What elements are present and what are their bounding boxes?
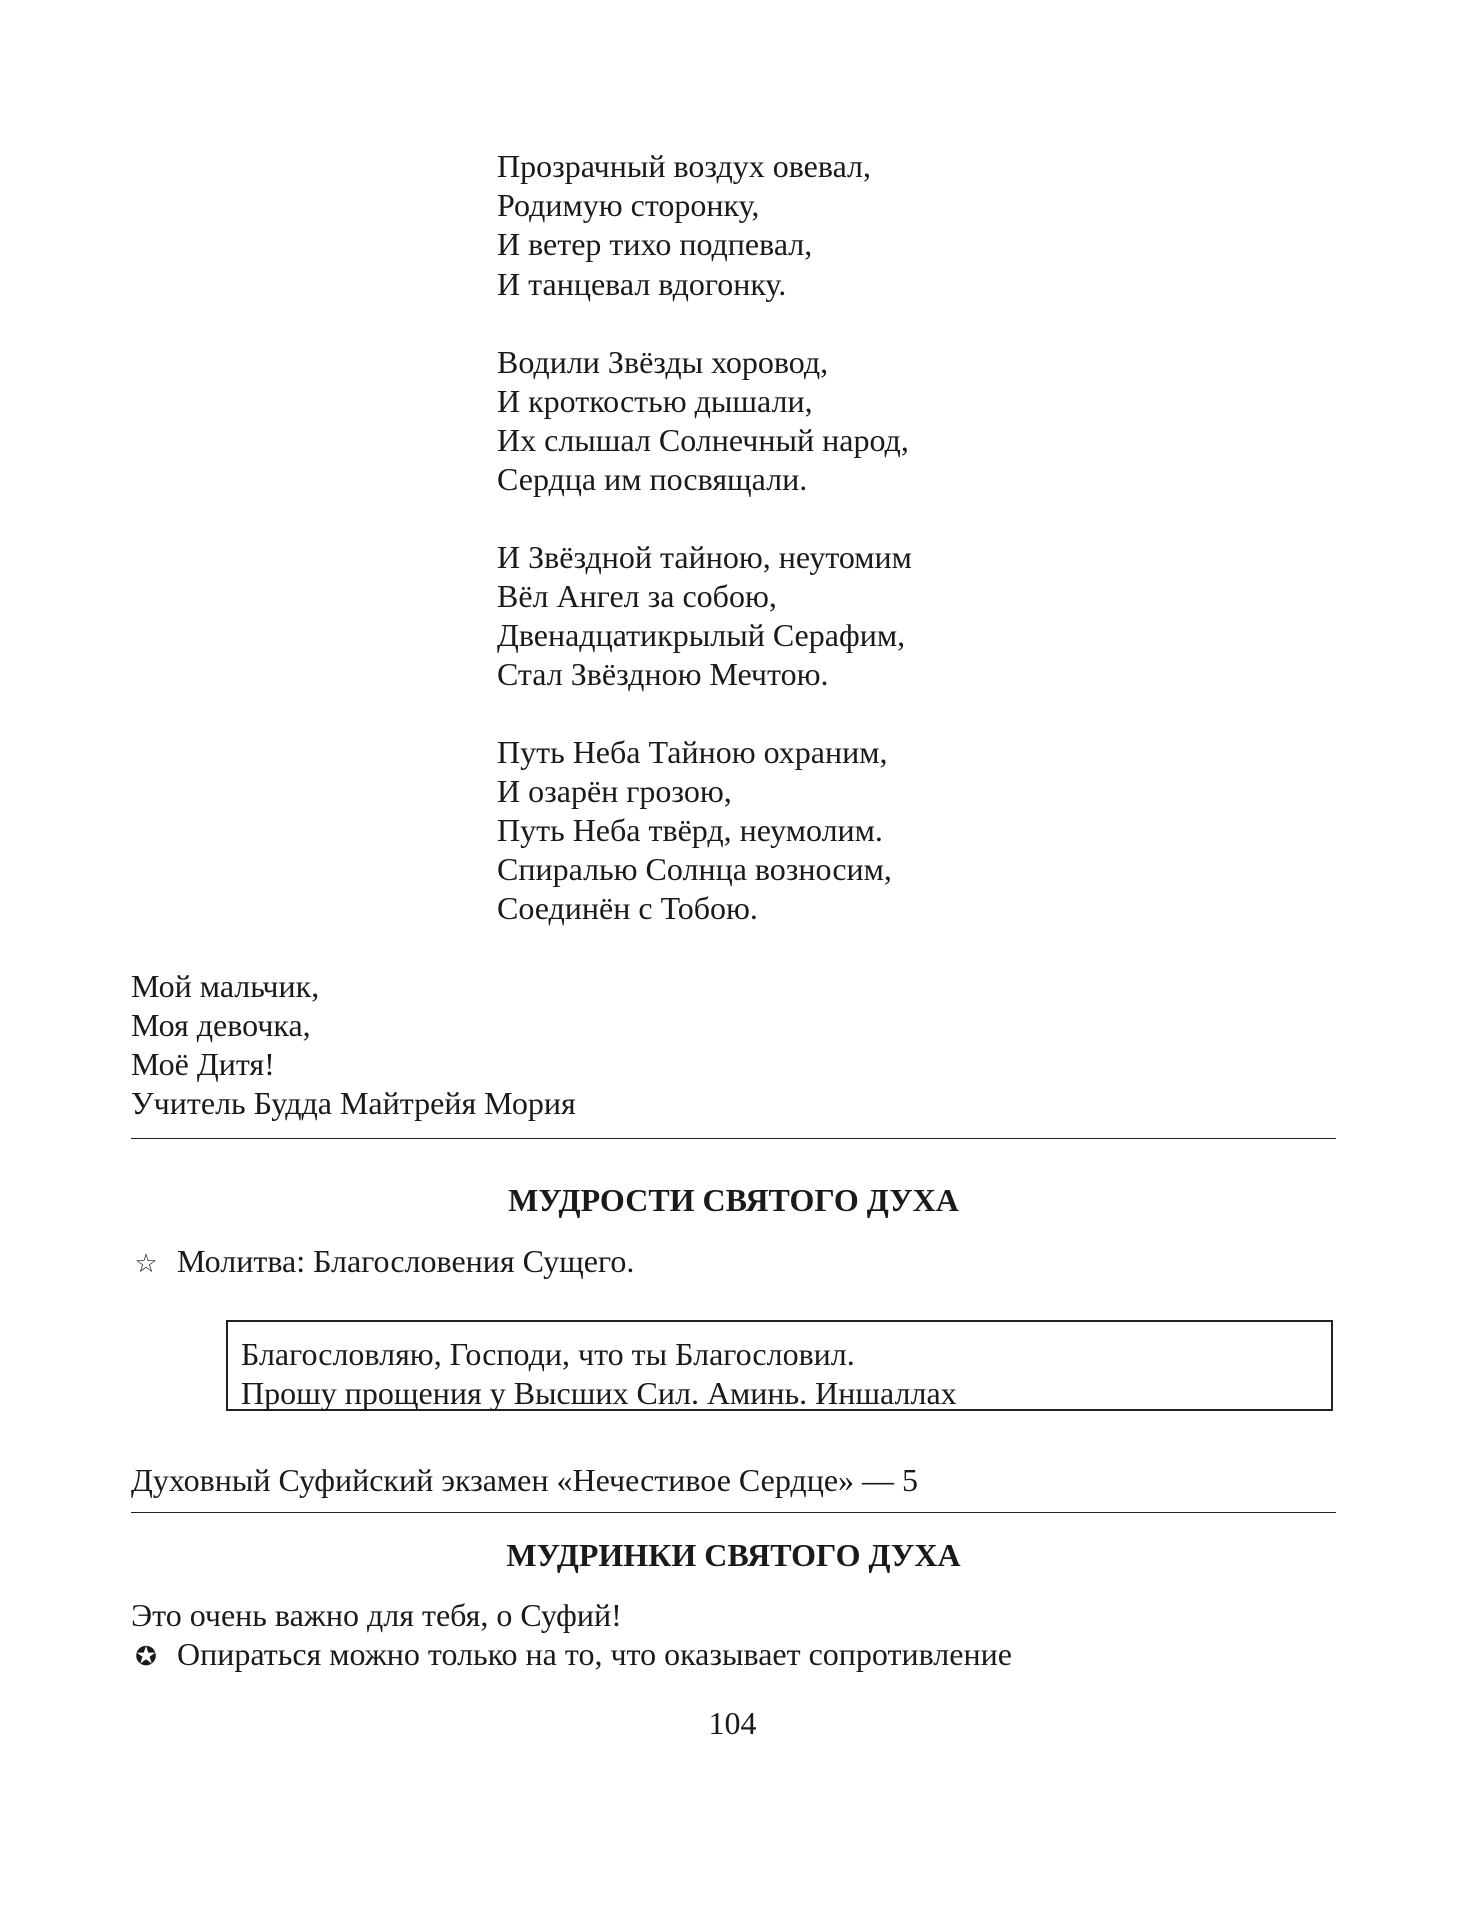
poem-line: И ветер тихо подпевал,	[497, 226, 813, 262]
prayer-line: Благословляю, Господи, что ты Благословил.	[241, 1336, 855, 1372]
intro-line: Это очень важно для тебя, о Суфий!	[131, 1597, 622, 1633]
poem-line: И Звёздной тайною, неутомим	[497, 539, 912, 575]
section-divider	[131, 1138, 1336, 1139]
signature-line: Моё Дитя!	[131, 1046, 275, 1082]
poem-line: И озарён грозою,	[497, 773, 732, 809]
poem-line: Путь Неба Тайною охраним,	[497, 734, 888, 770]
section-heading: МУДРОСТИ СВЯТОГО ДУХА	[508, 1182, 959, 1218]
prayer-box	[226, 1320, 1333, 1411]
poem-line: Двенадцатикрылый Серафим,	[497, 617, 906, 653]
poem-line: Соединён с Тобою.	[497, 890, 758, 926]
poem-line: Вёл Ангел за собою,	[497, 578, 777, 614]
poem-line: Прозрачный воздух овевал,	[497, 148, 872, 184]
poem-line: И кроткостью дышали,	[497, 383, 813, 419]
prayer-label: Молитва: Благословения Сущего.	[177, 1243, 635, 1279]
poem-line: Стал Звёздною Мечтою.	[497, 656, 829, 692]
circled-star-icon: ✪	[135, 1642, 157, 1672]
poem-line: Водили Звёзды хоровод,	[497, 344, 829, 380]
page-number: 104	[708, 1705, 757, 1741]
poem-line: Родимую сторонку,	[497, 187, 760, 223]
exam-line: Духовный Суфийский экзамен «Нечестивое Сердце» — 5	[131, 1462, 919, 1498]
poem-line: И танцевал вдогонку.	[497, 266, 787, 302]
poem-line: Сердца им посвящали.	[497, 461, 808, 497]
poem-line: Спиралью Солнца возносим,	[497, 851, 892, 887]
star-outline-icon: ☆	[134, 1249, 158, 1279]
signature-author: Учитель Будда Майтрейя Мория	[131, 1085, 576, 1121]
signature-line: Моя девочка,	[131, 1007, 311, 1043]
section-divider	[131, 1512, 1336, 1513]
poem-line: Их слышал Солнечный народ,	[497, 422, 909, 458]
signature-line: Мой мальчик,	[131, 968, 320, 1004]
poem-line: Путь Неба твёрд, неумолим.	[497, 812, 883, 848]
prayer-line: Прошу прощения у Высших Сил. Аминь. Иншаллах	[241, 1375, 957, 1411]
prayer-label-row	[131, 1241, 634, 1284]
section-heading: МУДРИНКИ СВЯТОГО ДУХА	[506, 1537, 961, 1573]
bullet-text: Опираться можно только на то, что оказывает сопротивление	[177, 1636, 1012, 1672]
bullet-row	[131, 1634, 1012, 1677]
